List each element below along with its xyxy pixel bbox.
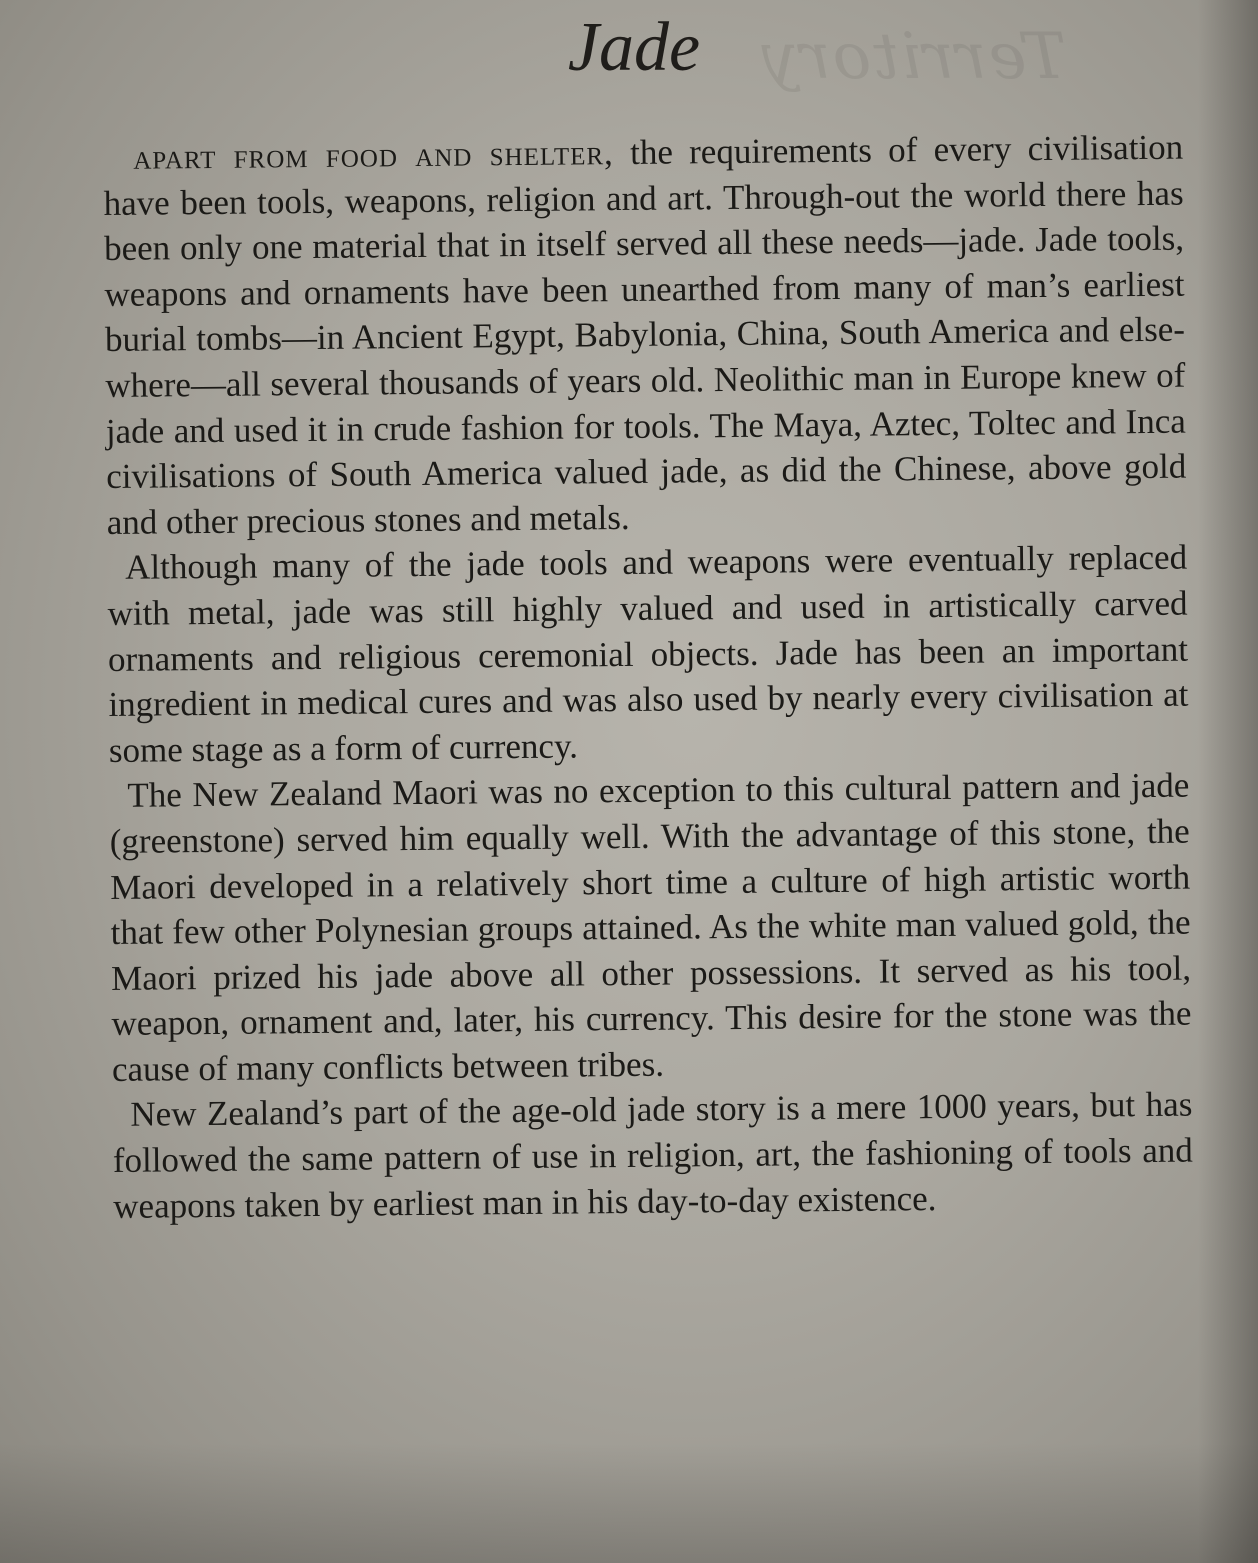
- paragraph-1-text: the requirements of every civilisation have been tools, weapons, religion and art. Through-out the world there has been only one material that in itself served all these needs—jade. Jade tools, weapons and ornaments have been unearthed from many of man’s earliest burial tombs—in Ancient Egypt, Babylonia, China, South America and else-where—all several thousands of years old. Neolithic man in Europe knew of jade and used it in crude fashion for tools. The Maya, Aztec, Toltec and Inca civilisations of South America valued jade, as did the Chinese, above gold and other precious stones and metals.: [103, 127, 1187, 542]
- chapter-title: Jade: [567, 9, 701, 86]
- page-bottom-shadow: [0, 1443, 1258, 1563]
- body-text: [103, 125, 1193, 1230]
- show-through-text: Territory: [760, 20, 1067, 94]
- paragraph-2: Although many of the jade tools and weapons were eventually replaced with metal, jade was still highly valued and used in artistically carved ornaments and religious ceremonial objects. Jade has been an important ingredient in medical cures and was also used by nearly every civilisation at some stage as a form of currency.: [107, 537, 1189, 770]
- paragraph-4: New Zealand’s part of the age-old jade story is a mere 1000 years, but has followed the same pattern of use in religion, art, the fashioning of tools and weapons taken by earliest man in his day-to-day existence.: [112, 1085, 1193, 1226]
- paragraph-3: The New Zealand Maori was no exception to this cultural pattern and jade (greenstone) served him equally well. With the advantage of this stone, the Maori developed in a relatively short time a culture of high artistic worth that few other Polynesian groups attained. As the white man valued gold, the Maori prized his jade above all other possessions. It served as his tool, weapon, ornament and, later, his currency. This desire for the stone was the cause of many conflicts between tribes.: [109, 765, 1192, 1089]
- paragraph-1: [103, 125, 1187, 546]
- paragraph-1-lead: apart from food and shelter,: [133, 133, 615, 177]
- page-edge-shadow: [1198, 0, 1258, 1563]
